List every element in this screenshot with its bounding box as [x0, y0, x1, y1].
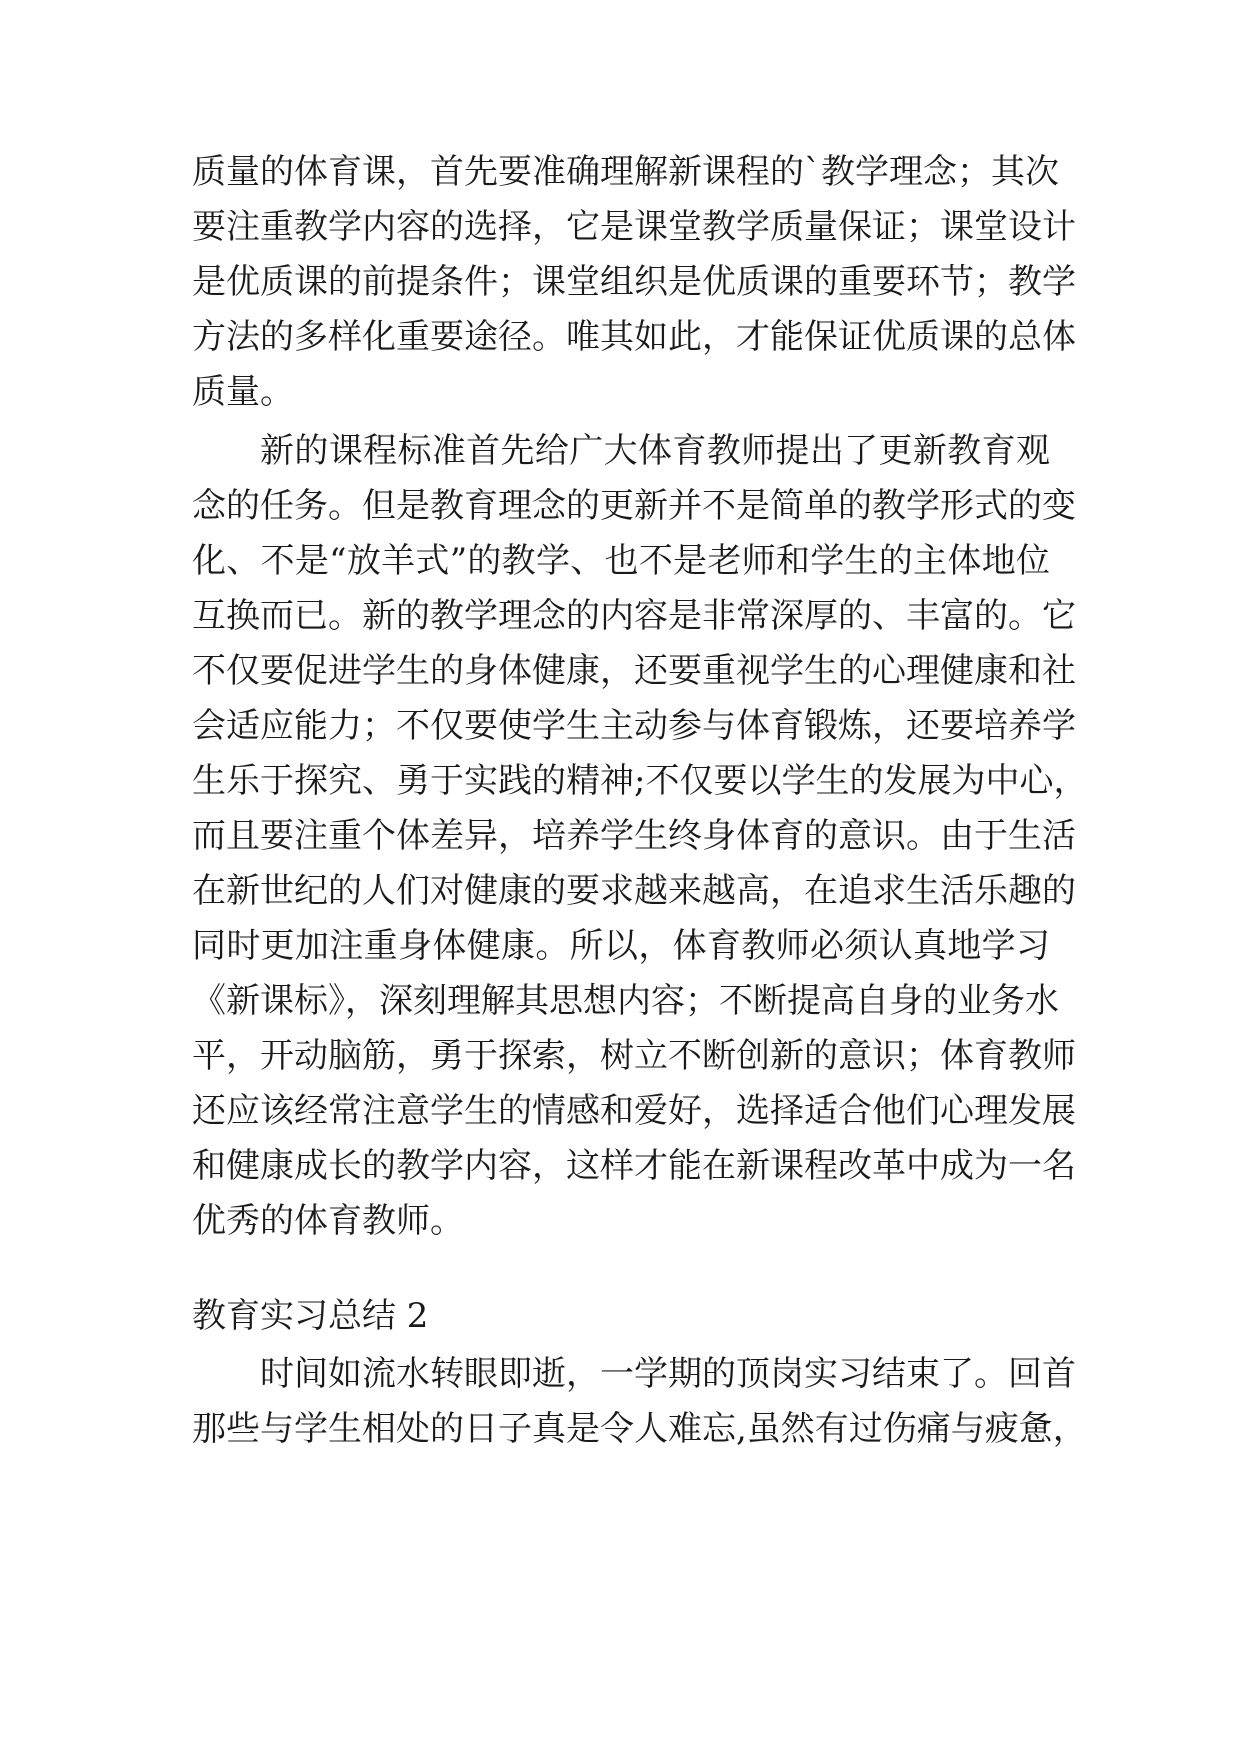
text-line: 新的课程标准首先给广大体育教师提出了更新教育观 [260, 431, 1050, 471]
text-line: 在新世纪的人们对健康的要求越来越高，在追求生活乐趣的 [192, 871, 1076, 911]
text-line: 还应该经常注意学生的情感和爱好，选择适合他们心理发展 [192, 1091, 1076, 1131]
text-line: 方法的多样化重要途径。唯其如此，才能保证优质课的总体 [192, 317, 1076, 357]
text-line: 是优质课的前提条件；课堂组织是优质课的重要环节；教学 [192, 262, 1076, 302]
text-line: 平，开动脑筋，勇于探索，树立不断创新的意识；体育教师 [192, 1036, 1076, 1076]
text-line: 和健康成长的教学内容，这样才能在新课程改革中成为一名 [192, 1146, 1076, 1186]
text-line: 念的任务。但是教育理念的更新并不是简单的教学形式的变 [192, 486, 1076, 526]
text-line: 优秀的体育教师。 [192, 1201, 464, 1241]
text-line: 时间如流水转眼即逝，一学期的顶岗实习结束了。回首 [260, 1354, 1076, 1394]
text-line: 那些与学生相处的日子真是令人难忘,虽然有过伤痛与疲惫， [192, 1409, 1087, 1449]
text-line: 不仅要促进学生的身体健康，还要重视学生的心理健康和社 [192, 651, 1076, 691]
text-line: 质量的体育课，首先要准确理解新课程的`教学理念；其次 [192, 152, 1059, 192]
text-line: 互换而已。新的教学理念的内容是非常深厚的、丰富的。它 [192, 596, 1076, 636]
text-line: 同时更加注重身体健康。所以，体育教师必须认真地学习 [192, 926, 1050, 966]
text-line: 会适应能力；不仅要使学生主动参与体育锻炼，还要培养学 [192, 706, 1076, 746]
text-line: 要注重教学内容的选择，它是课堂教学质量保证；课堂设计 [192, 207, 1076, 247]
text-line: 而且要注重个体差异，培养学生终身体育的意识。由于生活 [192, 816, 1076, 856]
text-line: 生乐于探究、勇于实践的精神;不仅要以学生的发展为中心， [192, 761, 1088, 801]
text-line: 质量。 [192, 372, 294, 412]
section-heading: 教育实习总结 2 [192, 1296, 429, 1336]
text-line: 《新课标》，深刻理解其思想内容；不断提高自身的业务水 [192, 981, 1059, 1021]
text-line: 化、不是“放羊式”的教学、也不是老师和学生的主体地位 [192, 541, 1050, 581]
